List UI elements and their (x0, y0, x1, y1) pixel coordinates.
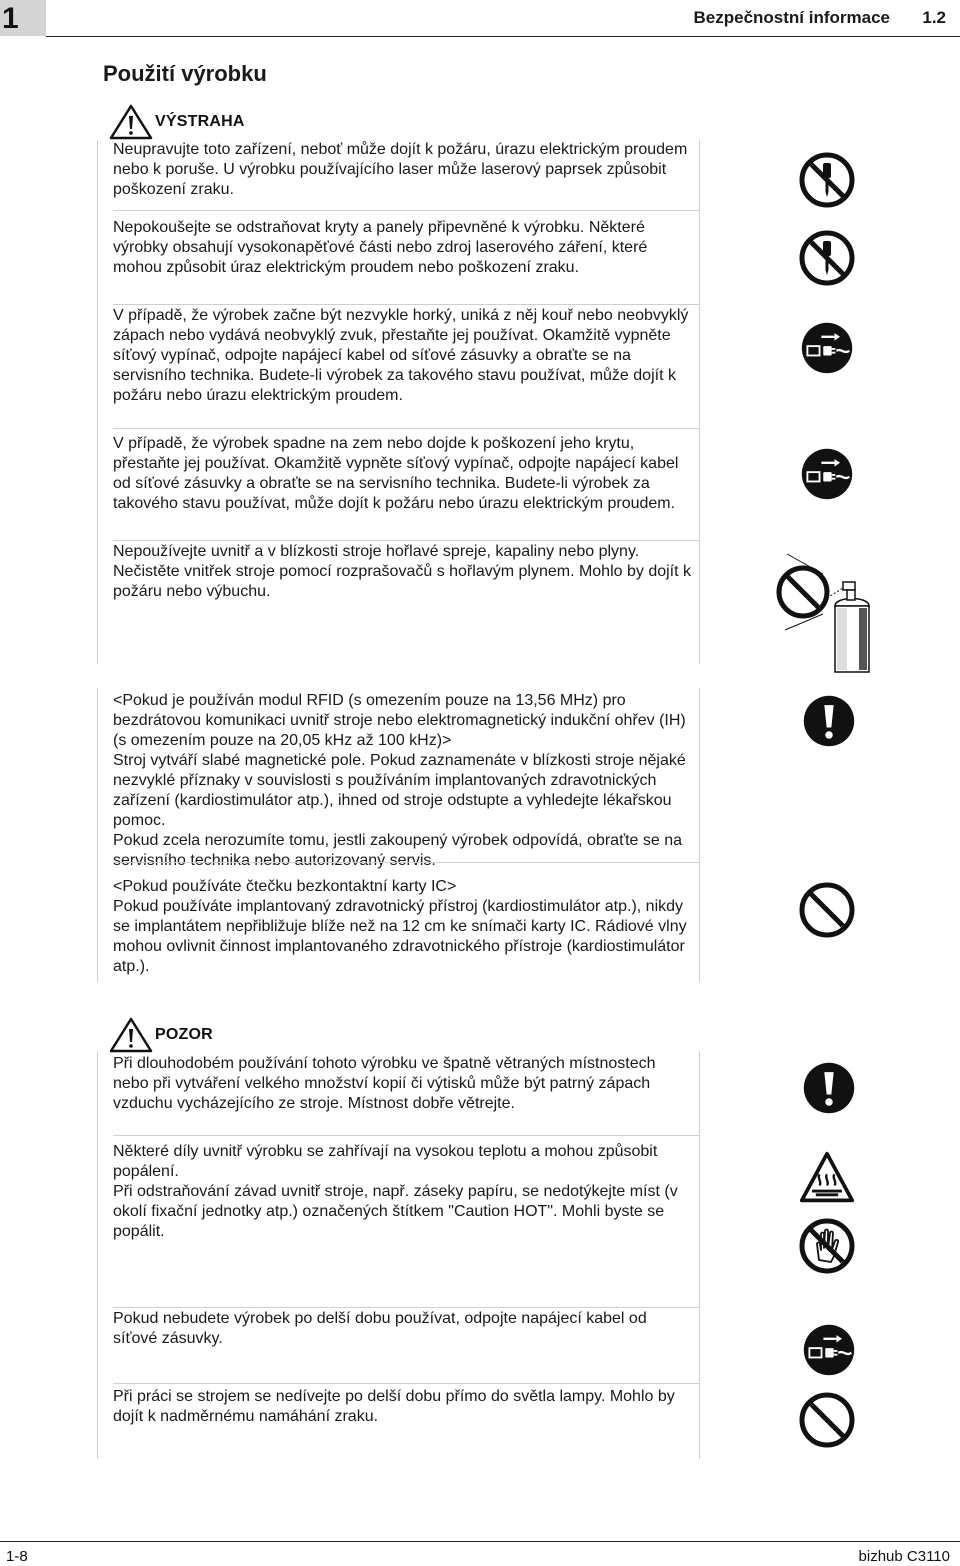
row-divider (113, 304, 700, 305)
row-divider (113, 428, 700, 429)
row-divider (113, 862, 700, 863)
do-not-touch-icon (797, 1216, 857, 1276)
warning-item-2: Nepokoušejte se odstraňovat kryty a panely připevněné k výrobku. Některé výrobky obsahují vysokonapěťové části nebo zdroj laserového záření, které mohou způsobit úraz elektrickým proudem nebo poškození zraku. (113, 219, 648, 276)
header-rule (46, 36, 960, 37)
row-divider (113, 540, 700, 541)
warning-heading (109, 102, 245, 142)
exclamation-icon (801, 693, 857, 749)
header-title: Bezpečnostní informace (693, 8, 890, 27)
chapter-number: 1 (2, 2, 19, 35)
hot-surface-icon (797, 1150, 857, 1206)
warning-rfid-text-column (98, 688, 700, 982)
prohibition-icon (797, 1390, 857, 1450)
ic-card-warning-item: <Pokud používáte čtečku bezkontaktní karty IC> Pokud používáte implantovaný zdravotnický přístroj (kardiostimulátor atp.), nikdy se implantátem nepřibližuje blíže než na 12 cm ke snímači karty IC. Rádiové vlny mohou ovlivnit činnost implantovaného zdravotnického přístroje (kardiostimulátor atp.). (113, 878, 687, 975)
warning-block (97, 140, 797, 664)
page-number: 1-8 (6, 1548, 28, 1565)
warning-text-column (98, 140, 700, 664)
header-section-number: 1.2 (922, 8, 946, 27)
warning-label: VÝSTRAHA (155, 113, 245, 130)
page-title: Použití výrobku (103, 61, 267, 86)
caution-item-3: Pokud nebudete výrobek po delší dobu používat, odpojte napájecí kabel od síťové zásuvky. (113, 1310, 647, 1347)
footer-rule (0, 1541, 960, 1542)
row-divider (113, 1383, 700, 1384)
caution-block (97, 1051, 797, 1459)
row-divider (113, 1135, 700, 1136)
no-disassembly-icon (797, 150, 857, 210)
warning-triangle-icon (109, 104, 153, 140)
warning-item-5: Nepoužívejte uvnitř a v blízkosti stroje hořlavé spreje, kapaliny nebo plyny. Nečistěte vnitřek stroje pomocí rozprašovačů s hořlavým plynem. Mohlo by dojít k požáru nebo výbuchu. (113, 543, 692, 600)
row-divider (113, 1307, 700, 1308)
product-name: bizhub C3110 (858, 1548, 950, 1565)
no-flammable-spray-icon (765, 548, 885, 678)
rfid-warning-item: <Pokud je používán modul RFID (s omezením pouze na 13,56 MHz) pro bezdrátovou komunikaci uvnitř stroje nebo elektromagnetický indukční ohřev (IH) (s omezením pouze na 20,05 kHz až 100 kHz)> Stroj vytváří slabé magnetické pole. Pokud zaznamenáte v blízkosti stroje nějaké nezvyklé příznaky v souvislosti s používáním implantovaných zdravotnických zařízení (kardiostimulátor atp.), ihned od stroje odstupte a vyhledejte lékařskou pomoc. Pokud zcela nerozumíte tomu, jestli zakoupený výrobek odpovídá, obraťte se na servisního technika nebo autorizovaný servis. (113, 692, 686, 869)
no-disassembly-icon (797, 228, 857, 288)
warning-item-1: Neupravujte toto zařízení, neboť může dojít k požáru, úrazu elektrickým proudem nebo k poruše. U výrobku používajícího laser může laserový paprsek způsobit poškození zraku. (113, 141, 688, 198)
exclamation-icon (801, 1060, 857, 1116)
caution-item-2: Některé díly uvnitř výrobku se zahřívají na vysokou teplotu a mohou způsobit popálení. Při odstraňování závad uvnitř stroje, např. záseky papíru, se nedotýkejte míst (v okolí fixační jednotky atp.) označených štítkem "Caution HOT". Mohli byste se popálit. (113, 1143, 678, 1240)
warning-item-4: V případě, že výrobek spadne na zem nebo dojde k poškození jeho krytu, přestaňte jej používat. Okamžitě vypněte síťový vypínač, odpojte napájecí kabel od síťové zásuvky a obraťte se na servisního technika. Budete-li výrobek za takového stavu používat, může dojít k požáru nebo úrazu elektrickým proudem. (113, 435, 679, 512)
caution-item-4: Při práci se strojem se nedívejte po delší dobu přímo do světla lampy. Mohlo by dojít k nadměrnému namáhání zraku. (113, 1388, 675, 1425)
caution-triangle-icon (109, 1017, 153, 1053)
unplug-icon (799, 320, 855, 376)
unplug-icon (799, 446, 855, 502)
prohibition-icon (797, 880, 857, 940)
row-divider (113, 210, 700, 211)
caution-item-1: Při dlouhodobém používání tohoto výrobku ve špatně větraných místnostech nebo při vytváření velkého množství kopií či výtisků může být patrný zápach vzduchu vycházejícího ze stroje. Místnost dobře větrejte. (113, 1055, 656, 1112)
caution-text-column (98, 1051, 700, 1459)
caution-heading (109, 1015, 213, 1055)
unplug-icon (801, 1322, 857, 1378)
caution-label: POZOR (155, 1026, 213, 1043)
warning-item-3: V případě, že výrobek začne být nezvykle horký, uniká z něj kouř nebo neobvyklý zápach nebo vydává neobvyklý zvuk, přestaňte jej používat. Okamžitě vypněte síťový vypínač, odpojte napájecí kabel od síťové zásuvky a obraťte se na servisního technika. Budete-li výrobek za takového stavu používat, může dojít k požáru nebo úrazu elektrickým proudem. (113, 307, 689, 404)
warning-block-rfid (97, 688, 797, 982)
